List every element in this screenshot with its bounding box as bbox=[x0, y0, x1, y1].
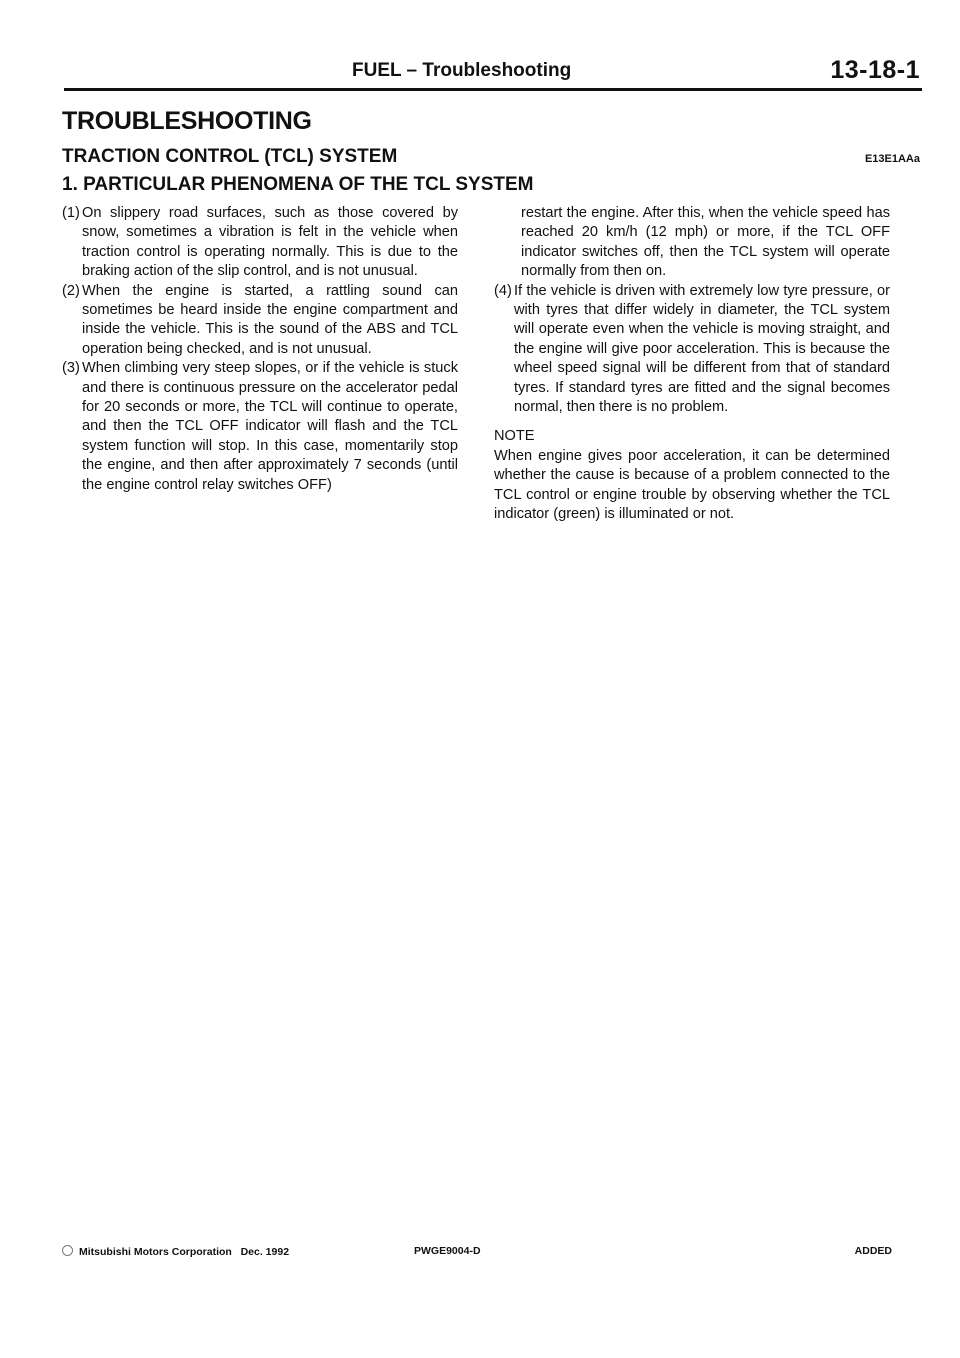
footer-copyright bbox=[62, 1245, 289, 1258]
item-number: (1) bbox=[62, 205, 80, 221]
list-item bbox=[62, 282, 458, 360]
section-subtitle: TRACTION CONTROL (TCL) SYSTEM bbox=[62, 146, 398, 167]
item-number: (2) bbox=[62, 282, 80, 299]
header-rule bbox=[64, 88, 922, 91]
note-label: NOTE bbox=[494, 428, 535, 445]
list-item bbox=[62, 359, 458, 495]
footer-publication-code: PWGE9004-D bbox=[414, 1245, 481, 1257]
item-text: When climbing very steep slopes, or if the vehicle is stuck and there is continuous pressure on the accelerator pedal for 20 seconds or more, the TCL will continue to operate, and then the TCL OFF indicator will flash and the TCL system function will stop. In this case, momentarily stop the engine, and then after approximately 7 seconds (until the engine control relay switches OFF) bbox=[82, 360, 458, 493]
item-continuation bbox=[494, 204, 890, 282]
footer-left-text: Mitsubishi Motors Corporation Dec. 1992 bbox=[79, 1246, 290, 1258]
copyright-icon bbox=[62, 1245, 73, 1256]
list-item bbox=[494, 282, 890, 418]
item-text: On slippery road surfaces, such as those covered by snow, sometimes a vibration is felt in the vehicle when traction control is operating normally. This is due to the braking action of the slip control, and is not unusual. bbox=[82, 205, 458, 280]
left-column bbox=[62, 204, 458, 495]
note-text: When engine gives poor acceleration, it can be determined whether the cause is because of a problem connected to the TCL control or engine trouble by observing whether the TCL indicator (green) is illuminated or not. bbox=[494, 447, 890, 523]
header-page-number: 13-18-1 bbox=[830, 56, 920, 84]
document-code: E13E1AAa bbox=[864, 153, 920, 165]
item-text: restart the engine. After this, when the vehicle speed has reached 20 km/h (12 mph) or more, if the TCL OFF indicator switches off, then the TCL system will operate normally from then on. bbox=[521, 205, 890, 280]
right-column bbox=[494, 204, 890, 525]
header-section-title: FUEL – Troubleshooting bbox=[352, 60, 572, 81]
footer-status: ADDED bbox=[854, 1245, 892, 1257]
page-title: TROUBLESHOOTING bbox=[62, 107, 312, 135]
section-heading: 1. PARTICULAR PHENOMENA OF THE TCL SYSTEM bbox=[62, 174, 534, 195]
item-text: If the vehicle is driven with extremely low tyre pressure, or with tyres that differ widely in diameter, the TCL system will operate even when the vehicle is moving straight, and the engine will give poor acceleration. This is because the wheel speed signal will be different from that of standard tyres. If standard tyres are fitted and the signal becomes normal, then there is no problem. bbox=[514, 282, 890, 416]
item-text: When the engine is started, a rattling sound can sometimes be heard inside the engine compartment and inside the vehicle. This is the sound of the ABS and TCL operation being checked, and is not unusual. bbox=[82, 282, 458, 357]
item-number: (4) bbox=[494, 282, 512, 299]
item-number: (3) bbox=[62, 360, 80, 377]
list-item bbox=[62, 204, 458, 282]
